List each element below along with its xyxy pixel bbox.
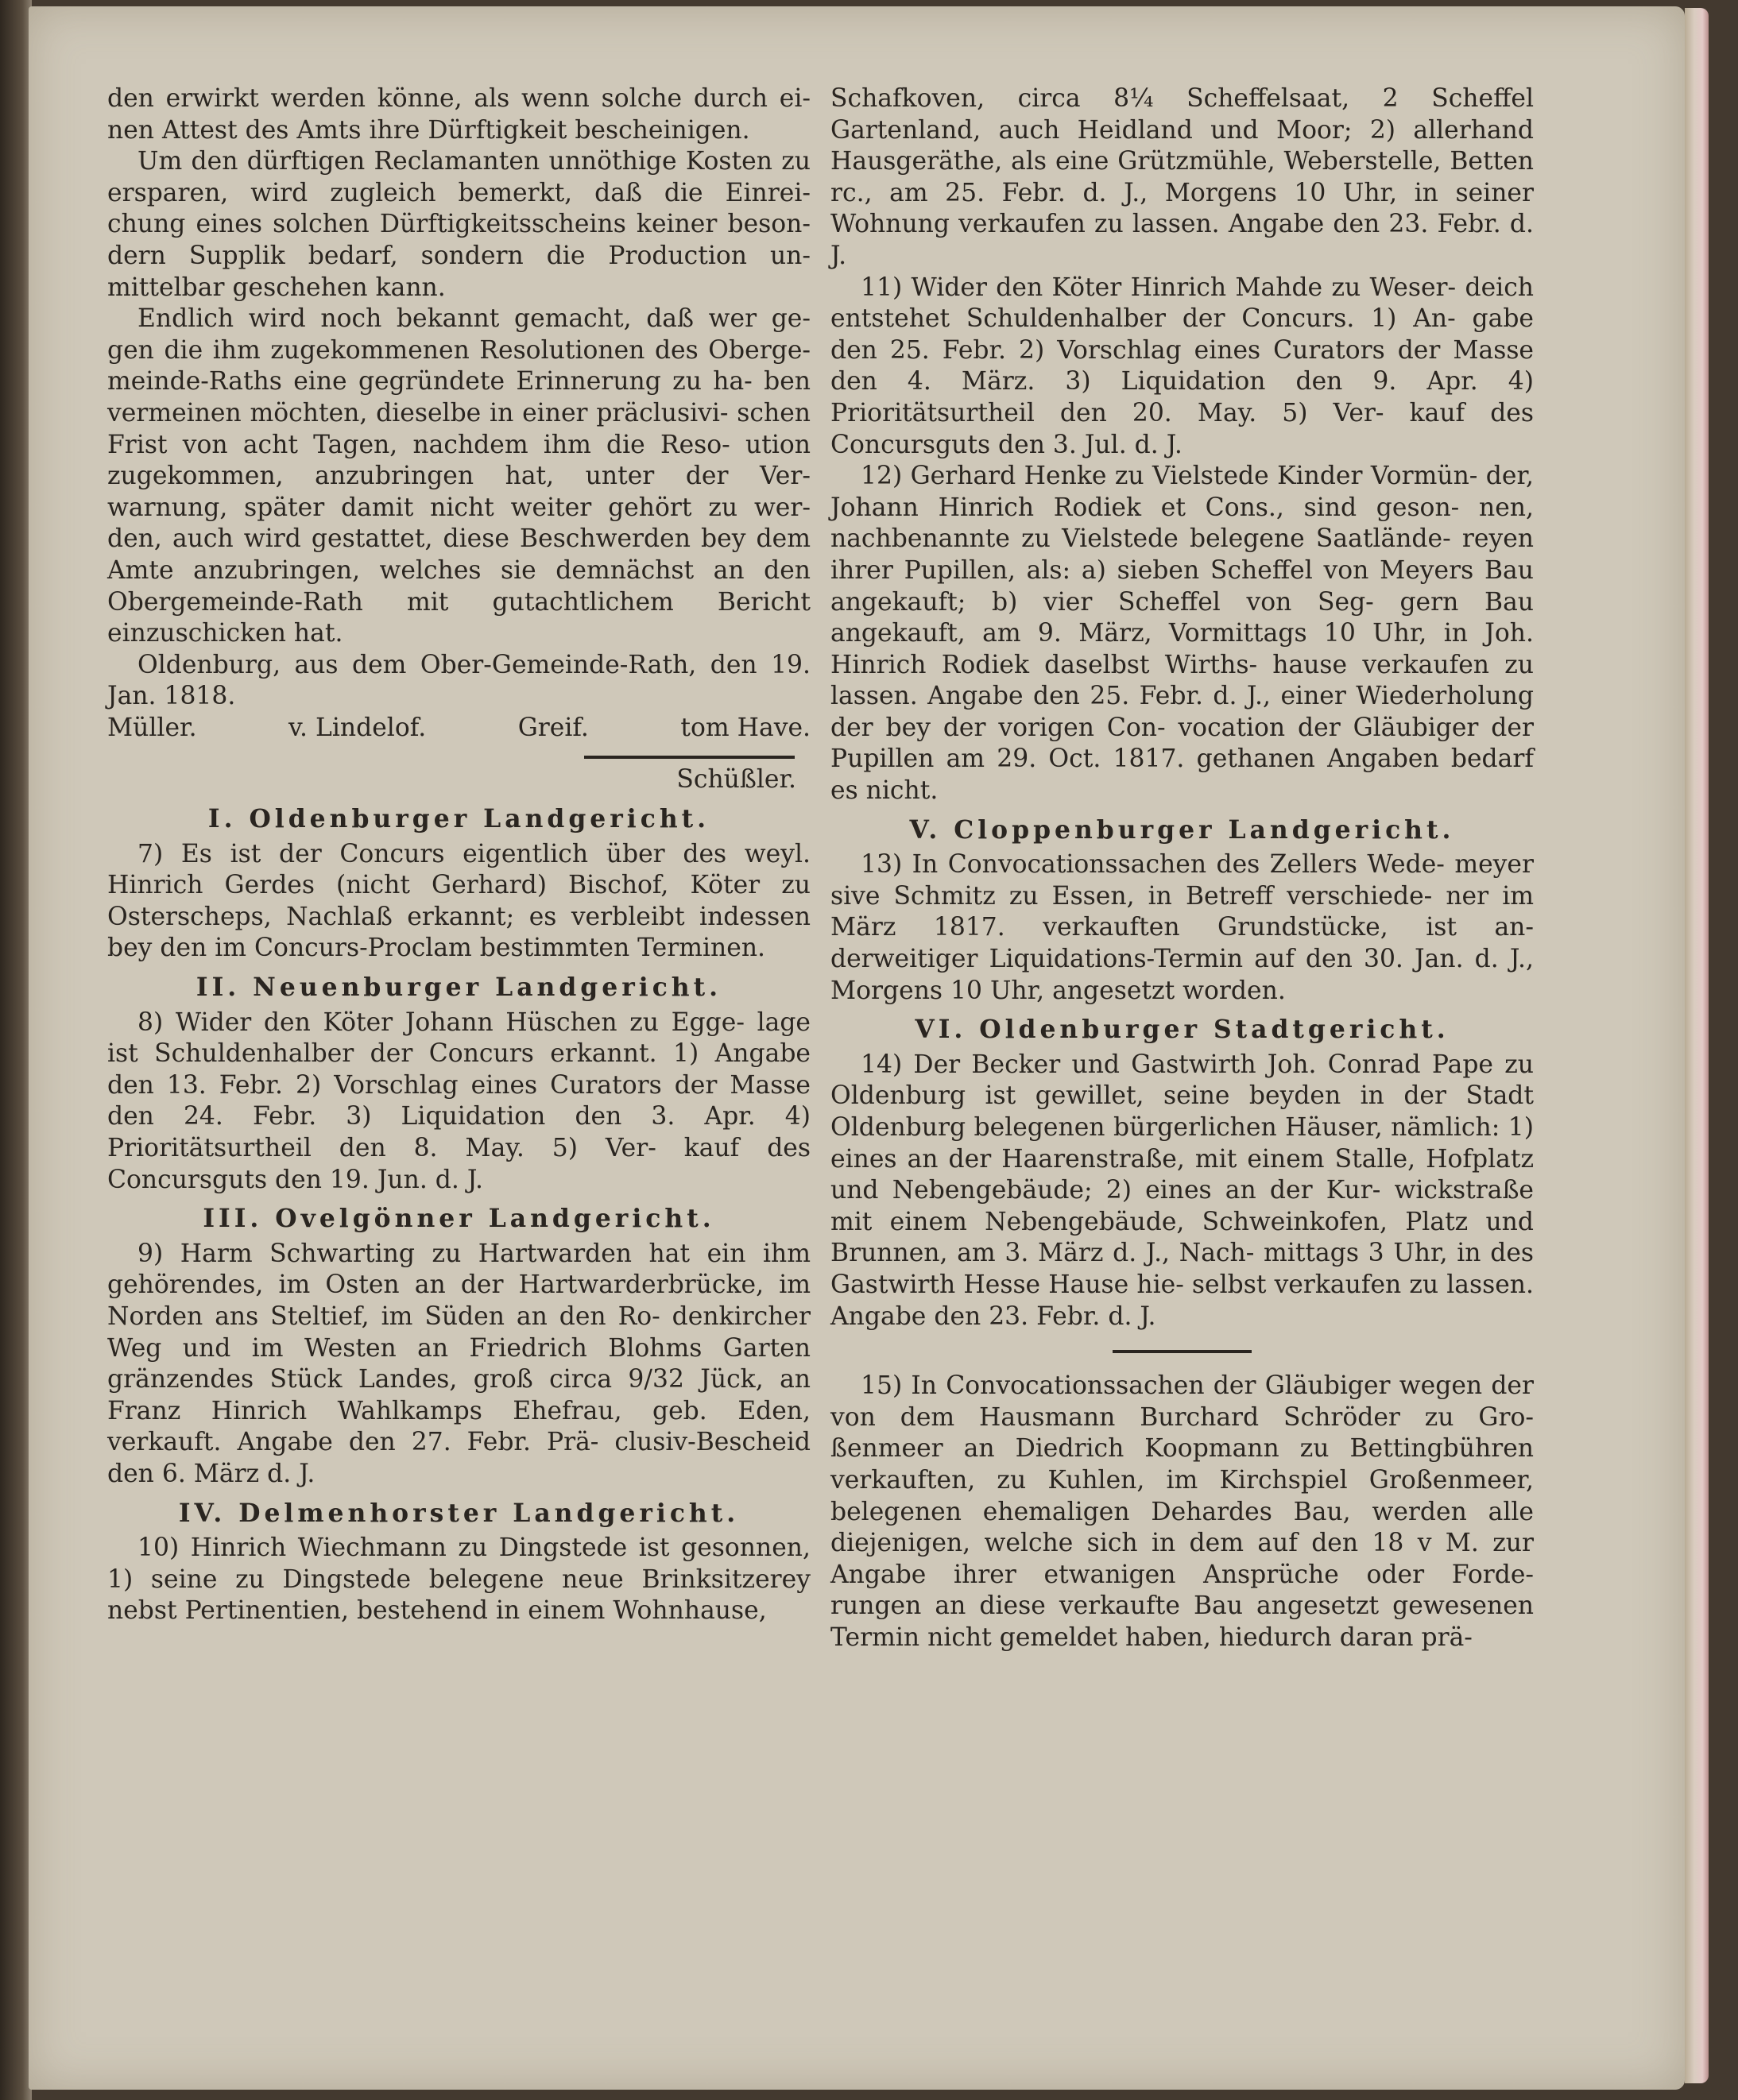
dateline: Oldenburg, aus dem Ober-Gemeinde-Rath, den 19. Jan. 1818. xyxy=(107,650,811,711)
paragraph: den erwirkt werden könne, als wenn solche durch ei- nen Attest des Amts ihre Dürftigkeit bescheinigen. xyxy=(107,84,811,145)
notice: 10) Hinrich Wiechmann zu Dingstede ist gesonnen, 1) seine zu Dingstede belegene neue Brinksitzerey nebst Pertinentien, bestehend in einem Wohnhause, xyxy=(107,1533,811,1626)
signature: Greif. xyxy=(517,713,589,742)
page-edge xyxy=(1685,8,1709,2083)
book-gutter xyxy=(0,0,32,2100)
paragraph: Um den dürftigen Reclamanten unnöthige Kosten zu ersparen, wird zugleich bemerkt, daß die Einrei- chung eines solchen Dürftigkeitsscheins keiner beson- dern Supplik bedarf, sondern die Production un- mittelbar geschehen kann. xyxy=(107,147,811,302)
right-column xyxy=(830,83,1534,1654)
divider xyxy=(107,744,811,764)
signature: tom Have. xyxy=(680,713,811,742)
notice: 9) Harm Schwarting zu Hartwarden hat ein ihm gehörendes, im Osten an der Hartwarderbrücke, im Norden ans Steltief, im Süden an den Ro- denkircher Weg und im Westen an Friedrich Blohms Garten gränzendes Stück Landes, groß circa 9/32 Jück, an Franz Hinrich Wahlkamps Ehefrau, geb. Eden, verkauft. Angabe den 27. Febr. Prä- clusiv-Bescheid den 6. März d. J. xyxy=(107,1239,811,1488)
section-heading: IV. Delmenhorster Landgericht. xyxy=(178,1499,740,1528)
section-heading: II. Neuenburger Landgericht. xyxy=(195,973,722,1003)
left-column xyxy=(107,83,811,1627)
divider xyxy=(830,1332,1534,1371)
paragraph: Endlich wird noch bekannt gemacht, daß wer ge- gen die ihm zugekommenen Resolutionen des Oberge- meinde-Raths eine gegründete Erinnerung zu ha- ben vermeinen möchten, dieselbe in einer präclusivi- schen Frist von acht Tagen, nachdem ihm die Reso- ution zugekommen, anzubringen hat, unter der Ver- warnung, später damit nicht weiter gehört zu wer- den, auch wird gestattet, diese Beschwerden bey dem Amte anzubringen, welches sie demnächst an den Obergemeinde-Rath mit gutachtlichem Bericht einzuschicken hat. xyxy=(107,304,811,648)
signatures xyxy=(107,713,811,744)
notice: 15) In Convocationssachen der Gläubiger wegen der von dem Hausmann Burchard Schröder zu Gro- ßenmeer an Diedrich Koopmann zu Bettingbühren verkauften, zu Kuhlen, im Kirchspiel Großenmeer, belegenen ehemaligen Dehardes Bau, werden alle diejenigen, welche sich in dem auf den 18 v M. zur Angabe ihrer etwanigen Ansprüche oder Forde- rungen an diese verkaufte Bau angesetzt gewesenen Termin nicht gemeldet haben, hiedurch daran prä- xyxy=(830,1371,1534,1652)
signature: v. Lindelof. xyxy=(288,713,427,742)
clerk-signature: Schüßler. xyxy=(676,765,796,795)
section-heading: I. Oldenburger Landgericht. xyxy=(207,805,710,834)
notice: 7) Es ist der Concurs eigentlich über des weyl. Hinrich Gerdes (nicht Gerhard) Bischof, Köter zu Osterscheps, Nachlaß erkannt; es verbleibt indessen bey den im Concurs-Proclam bestimmten Terminen. xyxy=(107,839,811,963)
notice: 8) Wider den Köter Johann Hüschen zu Egge- lage ist Schuldenhalber der Concurs erkannt. 1) Angabe den 13. Febr. 2) Vorschlag eines Curators der Masse den 24. Febr. 3) Liquidation den 3. Apr. 4) Prioritätsurtheil den 8. May. 5) Ver- kauf des Concursguts den 19. Jun. d. J. xyxy=(107,1007,811,1194)
signature: Müller. xyxy=(107,713,197,742)
notice: 13) In Convocationssachen des Zellers Wede- meyer sive Schmitz zu Essen, in Betreff verschiede- ner im März 1817. verkauften Grundstücke, ist an- derweitiger Liquidations-Termin auf den 30. Jan. d. J., Morgens 10 Uhr, angesetzt worden. xyxy=(830,850,1534,1005)
notice: 11) Wider den Köter Hinrich Mahde zu Weser- deich entstehet Schuldenhalber der Concurs. 1) An- gabe den 25. Febr. 2) Vorschlag eines Curators der Masse den 4. März. 3) Liquidation den 9. Apr. 4) Prioritätsurtheil den 20. May. 5) Ver- kauf des Concursguts den 3. Jul. d. J. xyxy=(830,273,1534,459)
section-heading: III. Ovelgönner Landgericht. xyxy=(203,1205,715,1234)
notice: 14) Der Becker und Gastwirth Joh. Conrad Pape zu Oldenburg ist gewillet, seine beyden in der Stadt Oldenburg belegenen bürgerlichen Häuser, nämlich: 1) eines an der Haarenstraße, mit einem Stalle, Hofplatz und Nebengebäude; 2) eines an der Kur- wickstraße mit einem Nebengebäude, Schweinkofen, Platz und Brunnen, am 3. März d. J., Nach- mittags 3 Uhr, in des Gastwirth Hesse Hause hie- selbst verkaufen zu lassen. Angabe den 23. Febr. d. J. xyxy=(830,1050,1534,1331)
paragraph: Schafkoven, circa 8¼ Scheffelsaat, 2 Scheffel Gartenland, auch Heidland und Moor; 2) allerhand Hausgeräthe, als eine Grützmühle, Weberstelle, Betten rc., am 25. Febr. d. J., Morgens 10 Uhr, in seiner Wohnung verkaufen zu lassen. Angabe den 23. Febr. d. J. xyxy=(830,84,1534,270)
section-heading: V. Cloppenburger Landgericht. xyxy=(909,815,1455,845)
section-heading: VI. Oldenburger Stadtgericht. xyxy=(915,1015,1450,1045)
notice: 12) Gerhard Henke zu Vielstede Kinder Vormün- der, Johann Hinrich Rodiek et Cons., sind geson- nen, nachbenannte zu Vielstede belegene Saatlände- reyen ihrer Pupillen, als: a) sieben Scheffel von Meyers Bau angekauft; b) vier Scheffel von Seg- gern Bau angekauft, am 9. März, Vormittags 10 Uhr, in Joh. Hinrich Rodiek daselbst Wirths- hause verkaufen zu lassen. Angabe den 25. Febr. d. J., einer Wiederholung der bey der vorigen Con- vocation der Gläubiger der Pupillen am 29. Oct. 1817. gethanen Angaben bedarf es nicht. xyxy=(830,462,1534,806)
